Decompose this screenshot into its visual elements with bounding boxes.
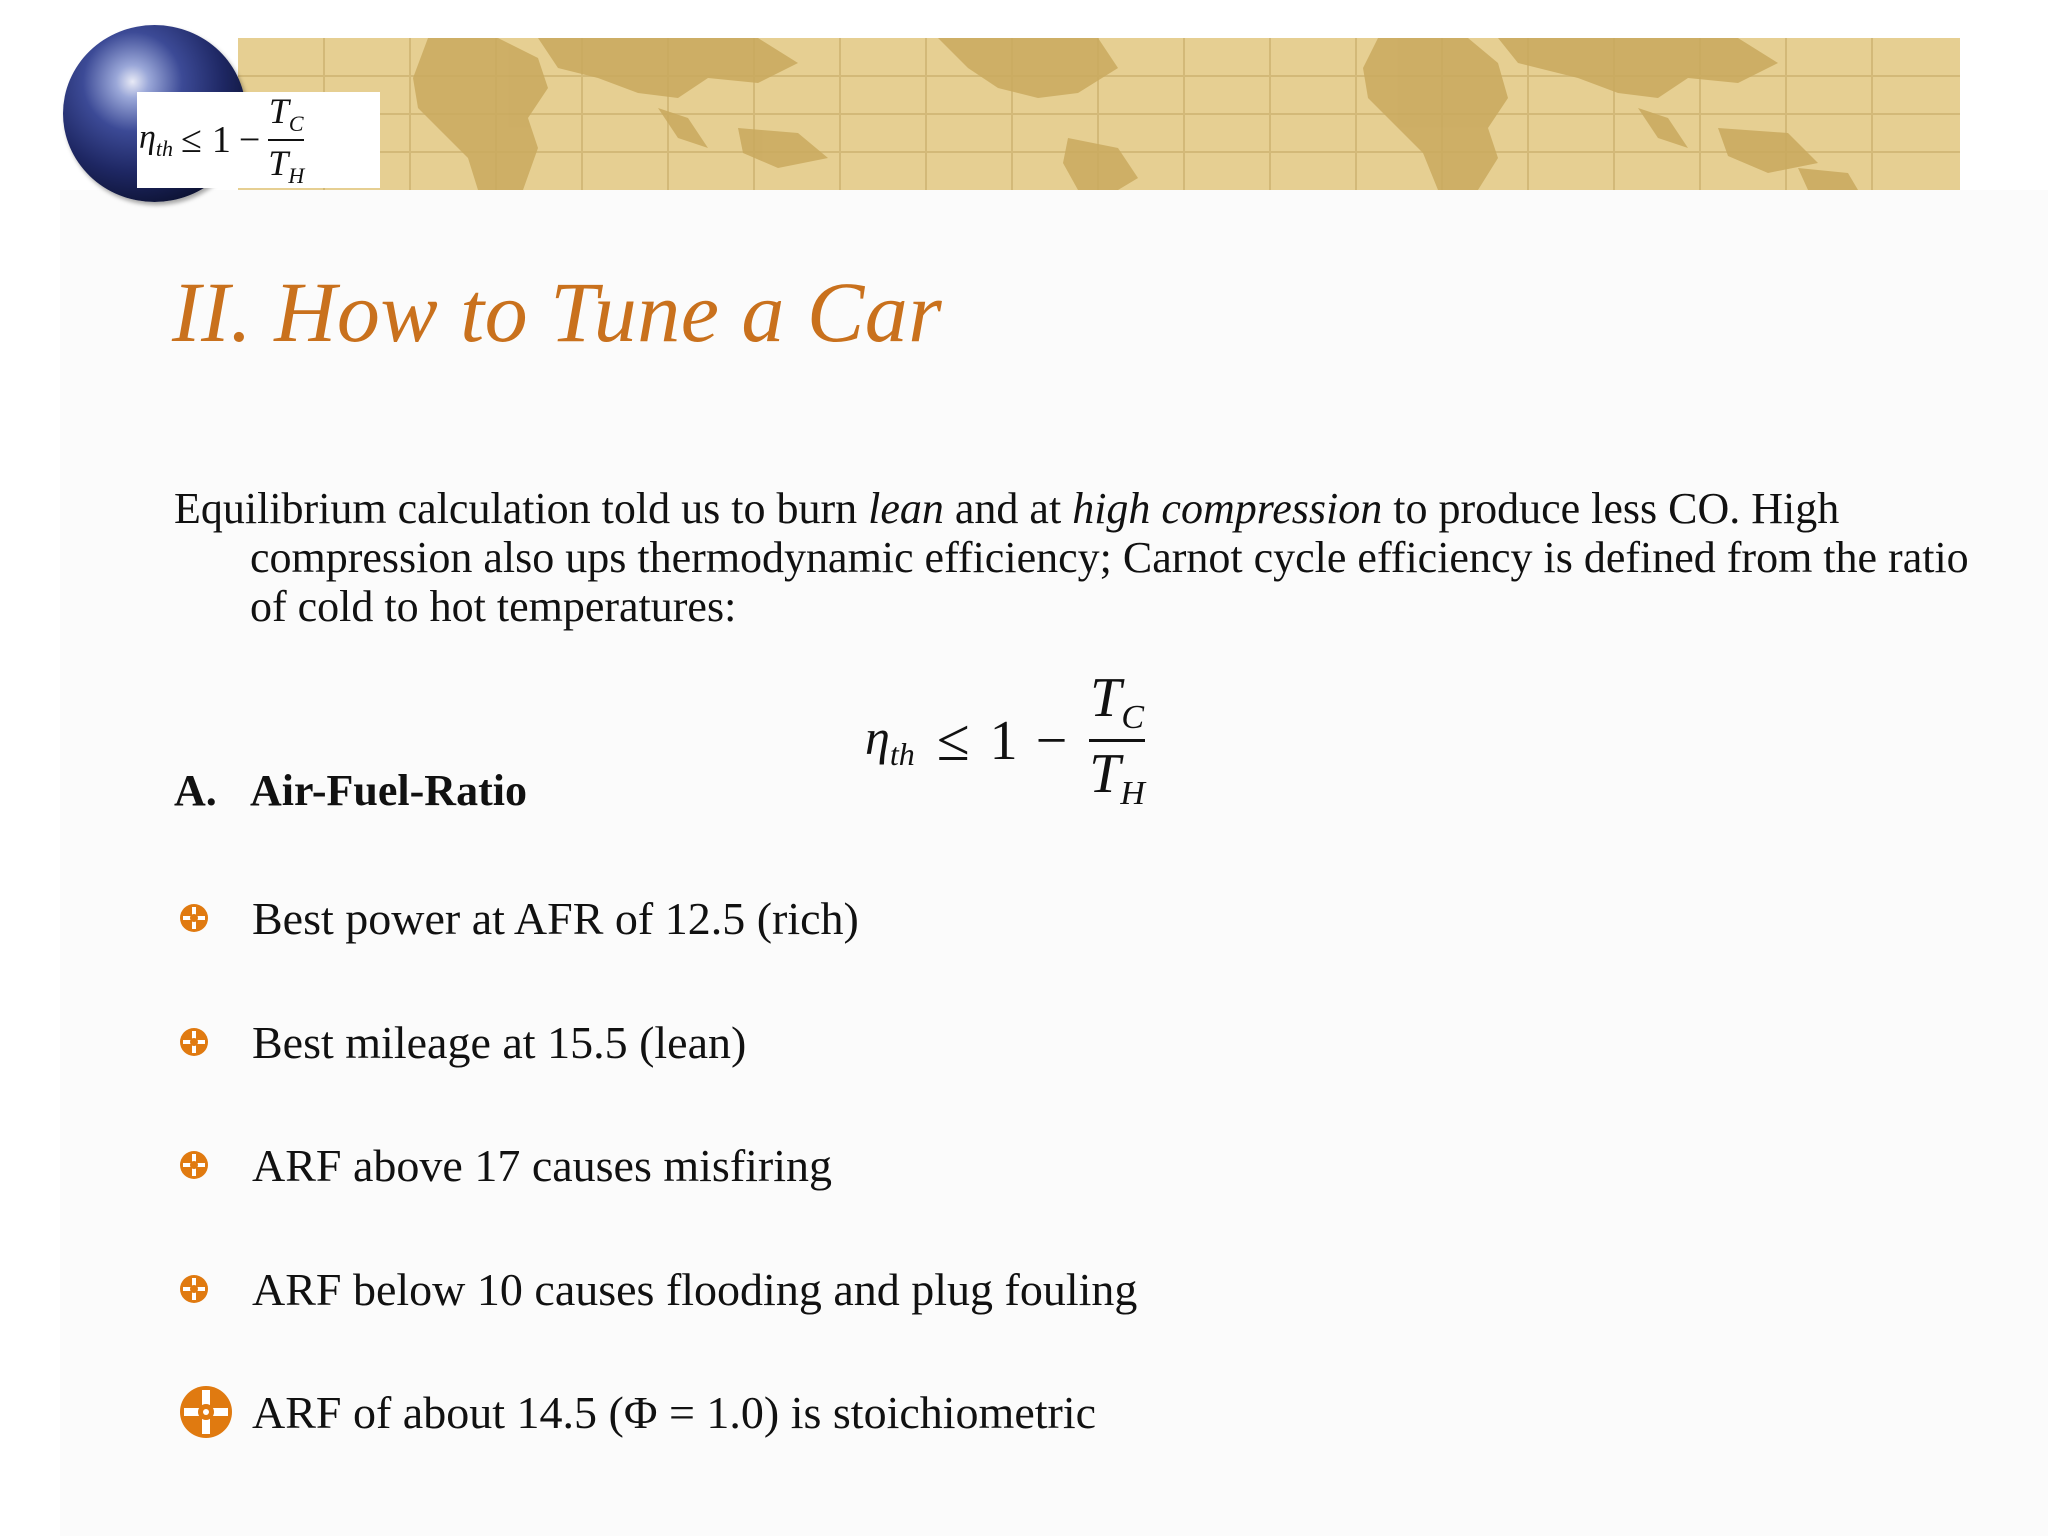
content-panel bbox=[60, 190, 2048, 1536]
bullet-text: ARF above 17 causes misfiring bbox=[252, 1139, 833, 1191]
bullet-text: ARF of about 14.5 (Φ = 1.0) is stoichiometric bbox=[252, 1386, 1097, 1438]
intro-paragraph: Equilibrium calculation told us to burn lean and at high compression to produce less CO. High compression also ups thermodynamic efficiency; Carnot cycle efficiency is defined from the ratio of cold to hot temperatures: bbox=[174, 484, 1969, 631]
bullet-text: Best mileage at 15.5 (lean) bbox=[252, 1016, 747, 1068]
section-letter: A. bbox=[174, 766, 217, 815]
crosshair-bullet-icon bbox=[178, 902, 210, 934]
section-label: Air-Fuel-Ratio bbox=[250, 766, 527, 815]
header-formula bbox=[137, 92, 380, 188]
emphasis-lean: lean bbox=[868, 484, 944, 533]
equation-relation: ≤ bbox=[936, 707, 970, 774]
equation-eta: $\eta_{th}$ bbox=[865, 709, 915, 773]
crosshair-bullet-icon bbox=[178, 1273, 210, 1305]
carnot-efficiency-equation bbox=[865, 667, 1145, 813]
crosshair-bullet-icon bbox=[178, 1026, 210, 1058]
crosshair-bullet-icon-large bbox=[178, 1384, 234, 1440]
equation-fraction: $\frac{T_C}{T_H}$ bbox=[1089, 667, 1145, 813]
world-map-image bbox=[238, 38, 1960, 190]
bullet-text: Best power at AFR of 12.5 (rich) bbox=[252, 892, 859, 944]
header-formula-minus: − bbox=[238, 119, 261, 161]
header-formula-one: 1 bbox=[211, 119, 231, 161]
header-banner bbox=[238, 38, 1960, 190]
emphasis-high-compression: high compression bbox=[1072, 484, 1383, 533]
bullet-text: ARF below 10 causes flooding and plug fouling bbox=[252, 1263, 1138, 1315]
slide-title: II. How to Tune a Car bbox=[172, 264, 943, 360]
header-formula-fraction: $\frac{T_C}{T_H}$ bbox=[268, 90, 305, 189]
section-heading bbox=[174, 765, 527, 816]
crosshair-bullet-icon bbox=[178, 1149, 210, 1181]
header-formula-relation: ≤ bbox=[181, 119, 202, 161]
equation-one: 1 bbox=[989, 709, 1018, 772]
equation-minus: − bbox=[1035, 709, 1068, 772]
header-formula-eta: $\eta_{th}$ bbox=[139, 118, 173, 161]
